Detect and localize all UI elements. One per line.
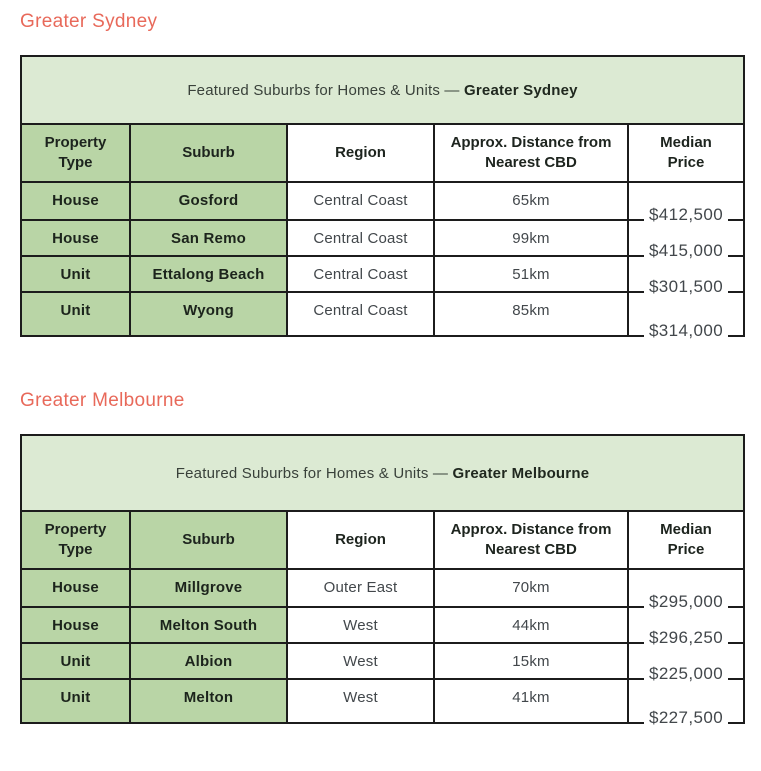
- median-price-value: $295,000: [644, 593, 728, 612]
- table-caption-row: [21, 56, 744, 124]
- table-row: [21, 569, 744, 607]
- table-row: [21, 256, 744, 292]
- median-price-value: $412,500: [644, 206, 728, 225]
- cell-property-type: House: [21, 220, 130, 256]
- column-header-median-price: Median Price: [628, 511, 744, 569]
- cell-region: West: [287, 607, 434, 643]
- cell-suburb: San Remo: [130, 220, 287, 256]
- melbourne-suburbs-table: [20, 434, 745, 728]
- table-caption-row: [21, 435, 744, 511]
- cell-region: West: [287, 679, 434, 723]
- section-heading-sydney: Greater Sydney: [20, 11, 158, 32]
- cell-region: Central Coast: [287, 256, 434, 292]
- sydney-suburbs-table: [20, 55, 745, 341]
- cell-property-type: Unit: [21, 679, 130, 723]
- cell-property-type: Unit: [21, 292, 130, 336]
- cell-distance: 85km: [434, 292, 628, 336]
- cell-distance: 99km: [434, 220, 628, 256]
- table-header-row: [21, 511, 744, 569]
- cell-suburb: Melton: [130, 679, 287, 723]
- caption-region-name: Greater Sydney: [464, 81, 578, 99]
- cell-median-price: [628, 569, 744, 612]
- table-row: [21, 182, 744, 220]
- table-row: [21, 292, 744, 336]
- cell-region: West: [287, 643, 434, 679]
- caption-region-name: Greater Melbourne: [452, 464, 590, 482]
- cell-suburb: Melton South: [130, 607, 287, 643]
- cell-median-price: [628, 292, 744, 341]
- cell-region: Central Coast: [287, 182, 434, 220]
- table-row: [21, 220, 744, 256]
- cell-region: Central Coast: [287, 220, 434, 256]
- column-header-region: Region: [287, 124, 434, 182]
- table-caption: [21, 56, 744, 124]
- column-header-distance: Approx. Distance from Nearest CBD: [434, 124, 628, 182]
- cell-distance: 70km: [434, 569, 628, 607]
- cell-distance: 41km: [434, 679, 628, 723]
- median-price-value: $314,000: [644, 322, 728, 341]
- median-price-value: $227,500: [644, 709, 728, 728]
- cell-region: Outer East: [287, 569, 434, 607]
- cell-property-type: House: [21, 569, 130, 607]
- table-caption: [21, 435, 744, 511]
- column-header-suburb: Suburb: [130, 511, 287, 569]
- table-row: [21, 643, 744, 679]
- cell-distance: 51km: [434, 256, 628, 292]
- cell-median-price: [628, 256, 744, 297]
- cell-median-price: [628, 182, 744, 225]
- table-header-row: [21, 124, 744, 182]
- cell-median-price: [628, 220, 744, 261]
- column-header-property-type: Property Type: [21, 511, 130, 569]
- cell-property-type: House: [21, 607, 130, 643]
- cell-median-price: [628, 643, 744, 684]
- column-header-region: Region: [287, 511, 434, 569]
- cell-distance: 44km: [434, 607, 628, 643]
- cell-region: Central Coast: [287, 292, 434, 336]
- column-header-suburb: Suburb: [130, 124, 287, 182]
- cell-median-price: [628, 607, 744, 648]
- column-header-distance: Approx. Distance from Nearest CBD: [434, 511, 628, 569]
- section-heading-melbourne: Greater Melbourne: [20, 390, 185, 411]
- cell-property-type: Unit: [21, 643, 130, 679]
- table-row: [21, 607, 744, 643]
- column-header-median-price: Median Price: [628, 124, 744, 182]
- cell-distance: 65km: [434, 182, 628, 220]
- caption-prefix: Featured Suburbs for Homes & Units —: [187, 81, 464, 99]
- cell-suburb: Millgrove: [130, 569, 287, 607]
- cell-property-type: Unit: [21, 256, 130, 292]
- median-price-value: $415,000: [644, 242, 728, 261]
- column-header-property-type: Property Type: [21, 124, 130, 182]
- cell-suburb: Ettalong Beach: [130, 256, 287, 292]
- median-price-value: $301,500: [644, 278, 728, 297]
- caption-prefix: Featured Suburbs for Homes & Units —: [175, 464, 453, 482]
- cell-suburb: Albion: [130, 643, 287, 679]
- cell-suburb: Wyong: [130, 292, 287, 336]
- cell-median-price: [628, 679, 744, 728]
- median-price-value: $225,000: [644, 665, 728, 684]
- cell-suburb: Gosford: [130, 182, 287, 220]
- cell-property-type: House: [21, 182, 130, 220]
- median-price-value: $296,250: [644, 629, 728, 648]
- table-row: [21, 679, 744, 723]
- cell-distance: 15km: [434, 643, 628, 679]
